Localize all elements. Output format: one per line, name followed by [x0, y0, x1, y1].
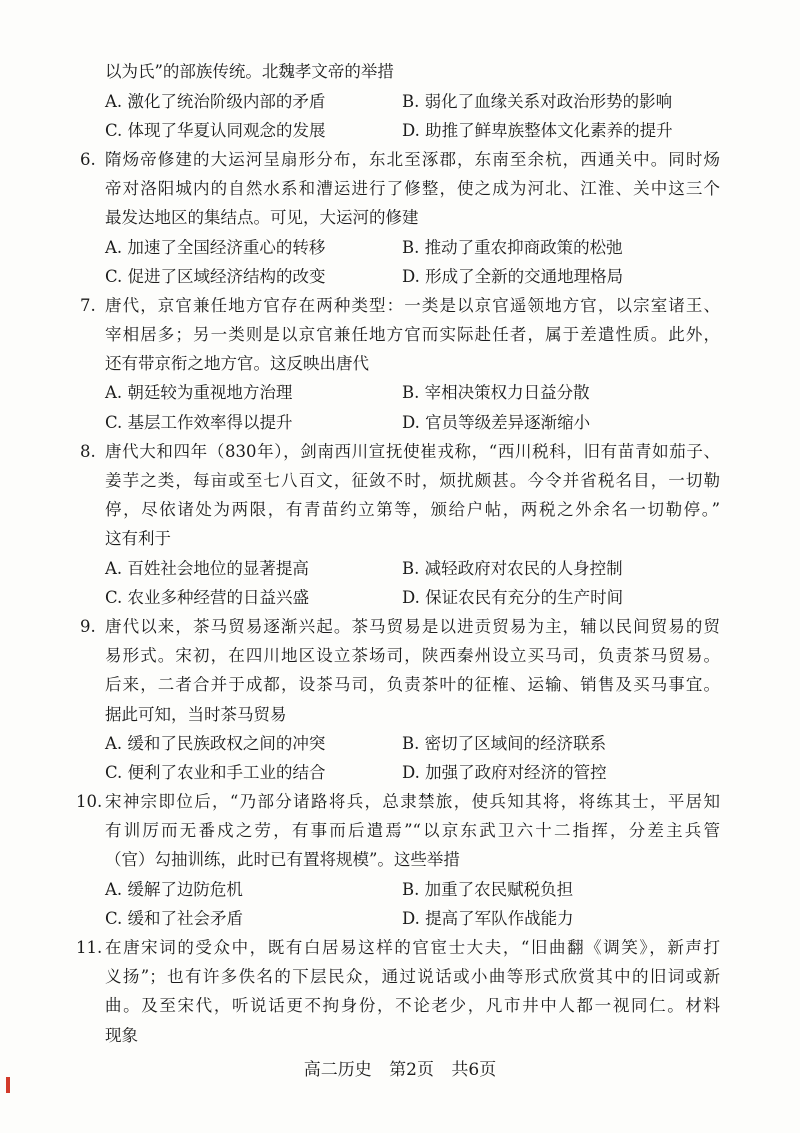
question-text-line: 在唐宋词的受众中，既有白居易这样的官宦士大夫，“旧曲翻《调笑》，新声打	[105, 938, 720, 958]
question-text-line: 隋炀帝修建的大运河呈扇形分布，东北至涿郡，东南至余杭，西通关中。同时炀	[105, 149, 720, 169]
option-d: D. 提高了军队作战能力	[402, 908, 574, 928]
question-number: 7.	[80, 295, 96, 315]
scan-mark	[6, 1077, 10, 1093]
question-line-row	[0, 466, 800, 495]
question-text-line: 义扬”；也有许多佚名的下层民众，通过说话或小曲等形式欣赏其中的旧词或新	[105, 967, 720, 987]
question-line-row	[0, 816, 800, 845]
question-line-row	[0, 845, 800, 874]
option-c: C. 体现了华夏认同观念的发展	[105, 120, 326, 140]
question-text-line: 唐代以来，茶马贸易逐渐兴起。茶马贸易是以进贡贸易为主，辅以民间贸易的贸	[105, 616, 720, 636]
question-text-line: 曲。及至宋代，听说话更不拘身份，不论老少，凡市井中人都一视同仁。材料	[105, 996, 720, 1016]
option-a: A. 百姓社会地位的显著提高	[105, 558, 309, 578]
option-b: B. 密切了区域间的经济联系	[402, 733, 607, 753]
option-b: B. 加重了农民赋税负担	[402, 879, 574, 899]
question-line-row	[0, 991, 800, 1020]
page-footer: 高二历史 第2页 共6页	[303, 1060, 497, 1080]
question-text-line: 姜芋之类，每亩或至七八百文，征敛不时，烦扰颇甚。今令并省税名目，一切勒	[105, 471, 720, 491]
options-row	[0, 875, 800, 904]
question-text-line: 以为氏”的部族传统。北魏孝文帝的举措	[105, 62, 394, 82]
option-a: A. 激化了统治阶级内部的矛盾	[105, 91, 326, 111]
option-d: D. 形成了全新的交通地理格局	[402, 266, 624, 286]
question-text-line: 据此可知，当时茶马贸易	[105, 704, 287, 724]
question-text-line: 还有带京衔之地方官。这反映出唐代	[105, 354, 369, 374]
question-number: 10.	[76, 792, 103, 812]
question-line-row	[0, 670, 800, 699]
options-row	[0, 408, 800, 437]
option-b: B. 弱化了血缘关系对政治形势的影响	[402, 91, 673, 111]
options-row	[0, 554, 800, 583]
option-a: A. 缓解了边防危机	[105, 879, 243, 899]
options-row	[0, 583, 800, 612]
question-line-row	[0, 1021, 800, 1050]
question-text-line: 帝对洛阳城内的自然水系和漕运进行了修整，使之成为河北、江淮、关中这三个	[105, 179, 720, 199]
question-line-row	[0, 700, 800, 729]
option-b: B. 推动了重农抑商政策的松弛	[402, 237, 623, 257]
options-row	[0, 904, 800, 933]
option-a: A. 缓和了民族政权之间的冲突	[105, 733, 326, 753]
question-line-row	[0, 495, 800, 524]
options-row	[0, 87, 800, 116]
question-text-line: 易形式。宋初，在四川地区设立茶场司，陕西秦州设立买马司，负责茶马贸易。	[105, 646, 720, 666]
question-line-row	[0, 787, 800, 816]
question-text-line: 唐代大和四年（830年），剑南西川宣抚使崔戎称，“西川税科，旧有苗青如茄子、	[105, 441, 720, 461]
option-c: C. 基层工作效率得以提升	[105, 412, 293, 432]
question-text-line: 这有利于	[105, 529, 171, 549]
option-b: B. 宰相决策权力日益分散	[402, 383, 590, 403]
question-text-line: 唐代，京官兼任地方官存在两种类型：一类是以京官遥领地方官，以宗室诸王、	[105, 295, 720, 315]
exam-content	[0, 57, 800, 1049]
question-text-line: 最发达地区的集结点。可见，大运河的修建	[105, 208, 419, 228]
question-text-line: 停，尽依诸处为两限，有青苗约立第等，颁给户帖，两税之外余名一切勒停。”	[105, 500, 720, 520]
question-line-row	[0, 174, 800, 203]
option-d: D. 官员等级差异逐渐缩小	[402, 412, 591, 432]
question-line-row	[0, 291, 800, 320]
question-text-line: 有训厉而无番戍之劳，有事而后遣焉”“以京东武卫六十二指挥，分差主兵管	[105, 821, 720, 841]
question-number: 9.	[80, 616, 96, 636]
question-line-row	[0, 349, 800, 378]
options-row	[0, 233, 800, 262]
options-row	[0, 729, 800, 758]
option-c: C. 缓和了社会矛盾	[105, 908, 244, 928]
options-row	[0, 262, 800, 291]
question-line-row	[0, 57, 800, 86]
question-number: 6.	[80, 149, 96, 169]
option-d: D. 保证农民有充分的生产时间	[402, 587, 624, 607]
question-text-line: 宋神宗即位后，“乃部分诸路将兵，总隶禁旅，使兵知其将，将练其士，平居知	[105, 792, 720, 812]
option-d: D. 加强了政府对经济的管控	[402, 762, 607, 782]
question-line-row	[0, 145, 800, 174]
question-number: 11.	[76, 938, 103, 958]
option-a: A. 朝廷较为重视地方治理	[105, 383, 293, 403]
question-line-row	[0, 612, 800, 641]
question-line-row	[0, 641, 800, 670]
option-b: B. 减轻政府对农民的人身控制	[402, 558, 623, 578]
options-row	[0, 378, 800, 407]
question-text-line: 现象	[105, 1025, 138, 1045]
option-c: C. 便利了农业和手工业的结合	[105, 762, 326, 782]
question-line-row	[0, 933, 800, 962]
question-line-row	[0, 437, 800, 466]
question-line-row	[0, 203, 800, 232]
options-row	[0, 758, 800, 787]
question-text-line: 后来，二者合并于成都，设茶马司，负责茶叶的征榷、运输、销售及买马事宜。	[105, 675, 720, 695]
question-line-row	[0, 320, 800, 349]
question-text-line: （官）勾抽训练，此时已有置将规模”。这些举措	[105, 850, 460, 870]
question-number: 8.	[80, 441, 96, 461]
question-line-row	[0, 524, 800, 553]
question-line-row	[0, 962, 800, 991]
option-a: A. 加速了全国经济重心的转移	[105, 237, 326, 257]
question-text-line: 宰相居多；另一类则是以京官兼任地方官而实际赴任者，属于差遣性质。此外，	[105, 325, 720, 345]
option-d: D. 助推了鲜卑族整体文化素养的提升	[402, 120, 673, 140]
option-c: C. 促进了区域经济结构的改变	[105, 266, 326, 286]
options-row	[0, 116, 800, 145]
option-c: C. 农业多种经营的日益兴盛	[105, 587, 310, 607]
